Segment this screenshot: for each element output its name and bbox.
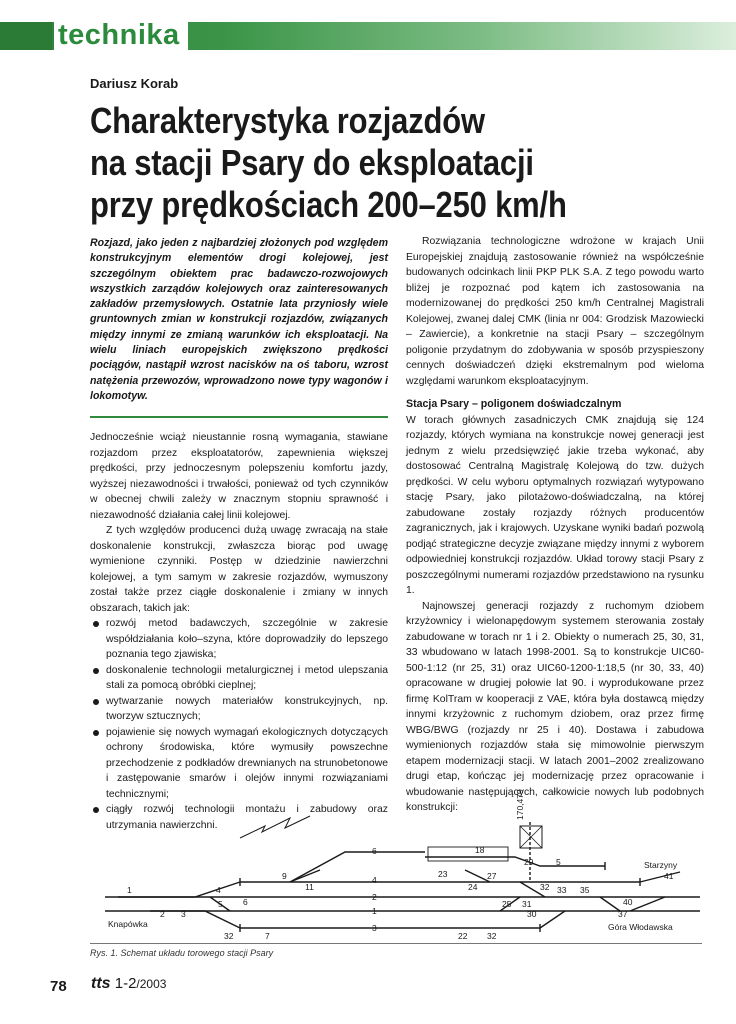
crossover-right-3: [540, 911, 565, 928]
section-subheading: Stacja Psary – poligonem doświadczalnym: [406, 398, 622, 410]
switch-number: 18: [475, 845, 485, 855]
switch-number: 4: [216, 885, 221, 895]
track-number-3: 3: [372, 923, 377, 933]
switch-number: 3: [181, 909, 186, 919]
switch-number: 32: [540, 882, 550, 892]
list-item: wytwarzanie nowych materiałów konstrukcyjnych, np. tworzyw sztucznych;: [90, 694, 388, 725]
switch-number: 32: [224, 931, 234, 941]
track-number-1: 1: [372, 906, 377, 916]
track-number-2: 2: [372, 892, 377, 902]
left-paragraph-2: Z tych względów producenci dużą uwagę zwracają na stałe doskonalenie konstrukcji, zwłaszcza biorąc pod uwagę wymienione czynniki. Postęp w dziedzinie nawierzchni kolejowej, a tym samym w zakresie rozjazdów, wymuszony został także przez ciągłe doskonalenie i zmiany w innych obszarach, takich jak:: [90, 525, 388, 614]
switch-number: 9: [282, 871, 287, 881]
figure-caption: Rys. 1. Schemat układu torowego stacji Psary: [90, 948, 274, 958]
place-starzyny: Starzyny: [644, 860, 678, 870]
left-paragraph-1: Jednocześnie wciąż nieustannie rosną wymagania, stawiane rozjazdom przez eksploatatorów, zapewnienia większej prędkości, przy jednoczesnym polepszeniu komfortu jazdy, wyższej niezawodności i trwałości, ponieważ od tych czynników w obecnej chwili zależy w znacznym stopniu sprawność i niezawodność działania całej linii kolejowej.: [90, 432, 388, 521]
list-item: pojawienie się nowych wymagań ekologicznych dotyczących ochrony środowiska, które wymusiły powszechne przechodzenie z podkładów drewnianych na strunobetonowe i zastępowanie smarów i olejów innymi rozwiązaniami technicznymi;: [90, 725, 388, 803]
right-paragraph-3: Najnowszej generacji rozjazdy z ruchomym dziobem krzyżownicy i wielonapędowym systemem sterowania zostały zabudowane w torach nr 1 i 2. Obiekty o numerach 25, 30, 31, 33 wbudowano w latach 1998-2001. Są to konstrukcje UIC60-500-1:12 (nr 25, 31) oraz UIC60-1200-1:18,5 (nr 30, 33, 40) opracowane w drugiej połowie lat 90. i wyprodukowane przez firmę KolTram w kooperacji z VAE, która była dostawcą między innymi krzyżownic z ruchomym dziobem, oraz przez firmę WBG/BWG (rozjazdy nr 25 i 40). Dostawa i zabudowa wymienionych rozjazdów stała się mimowolnie pierwszym etapem modernizacji stacji. W latach 2001–2002 zrealizowano drugi etap, kończąc jej modernizację przez opracowanie i wbudowanie następujących, całkowicie nowych lub podobnych konstrukcji:: [406, 600, 704, 813]
article-lead: Rozjazd, jako jeden z najbardziej złożonych pod względem konstrukcyjnym elementów drogi kolejowej, jest szczególnym obiektem prac badawczo-rozwojowych wszystkich zarządów kolejowych oraz zainteresowanych zakładów przemysłowych. Ostatnie lata przyniosły wiele gruntownych zmian w konstrukcji rozjazdów, związanych między innymi ze zmianą warunków ich eksploatacji. Na wielu liniach europejskich zwiększono prędkości pociągów, nastąpił wzrost nacisków na oś taboru, wzrost natężenia przewozów, wprowadzono nowe typy wagonów i lokomotyw.: [90, 237, 388, 402]
connection-40: [630, 897, 665, 911]
place-knapowka: Knapówka: [108, 919, 148, 929]
right-paragraph-2: W torach głównych zasadniczych CMK znajdują się 124 rozjazdy, których wymiana na konstrukcje nowej generacji jest jednym z wielu przedsięwzięć jakie trzeba wykonać, aby dostosować Centralną Magistralę Kolejową do tzw. dużych prędkości. W celu wyboru optymalnych rozwiązań wytypowano stację Psary, jako pilotażowo-doświadczalną, na której zabudowane zostały rozjazdy różnych producentów zagranicznych, jak i krajowych. Uzyskane wyniki badań pozwolą podjąć strategiczne decyzje związane między innymi z wyborem odpowiedniej konstrukcji rozjazdów. Układ torowy stacji Psary z poszczególnymi numerami rozjazdów przedstawiono na rysunku 1.: [406, 414, 704, 596]
switch-number: 37: [618, 909, 628, 919]
switch-number: 1: [127, 885, 132, 895]
switch-number: 30: [527, 909, 537, 919]
switch-number: 22: [458, 931, 468, 941]
section-title: technika: [54, 16, 188, 54]
article-author: Dariusz Korab: [90, 76, 179, 91]
switch-number: 40: [623, 897, 633, 907]
switch-number: 7: [265, 931, 270, 941]
switch-number: 41: [664, 871, 674, 881]
right-paragraph-1: Rozwiązania technologiczne wdrożone w krajach Unii Europejskiej znajdują zastosowanie również na współcześnie budowanych odcinkach linii PKP PLK S.A. Z tego powodu warto bliżej je rozpoznać pod kątem ich zastosowania na modernizowanej do prędkości 250 km/h Centralnej Magistrali Kolejowej, zwanej dalej CMK (linia nr 004: Grodzisk Mazowiecki – Zawiercie), a konkretnie na stacji Psary – szczególnym poligonie przydatnym do zdobywania w sposób przyspieszony cennych doświadczeń dzięki ekstremalnym pod wieloma względami warunkom eksploatacyjnym.: [406, 236, 704, 387]
title-line-2: na stacji Psary do eksploatacji: [90, 142, 534, 183]
switch-number: 24: [468, 882, 478, 892]
catenary-symbol-icon: [240, 816, 310, 838]
diagram-labels: [108, 789, 678, 941]
switch-number: 25: [502, 899, 512, 909]
track-lines: [105, 816, 700, 932]
list-item: rozwój metod badawczych, szczególnie w zakresie współdziałania koło–szyna, które doprowadziły do lepszego poznania tego zjawiska;: [90, 616, 388, 663]
switch-number: 35: [580, 885, 590, 895]
figure-divider: [90, 943, 702, 944]
track-18-siding: [425, 857, 605, 866]
title-line-3: przy prędkościach 200–250 km/h: [90, 184, 567, 225]
track-to-starzyny: [640, 872, 680, 882]
track-number-4: 4: [372, 875, 377, 885]
switch-number: 32: [487, 931, 497, 941]
page-number: 78: [50, 978, 67, 995]
km-label: 170,479: [515, 789, 525, 820]
list-item: doskonalenie technologii metalurgicznej i metod ulepszania stali za pomocą obróbki cieplnej;: [90, 663, 388, 694]
switch-number: 2: [160, 909, 165, 919]
connection-left-top: [118, 882, 240, 897]
magazine-issue: [91, 975, 166, 993]
track-number-6: 6: [372, 846, 377, 856]
crossover-right-4: [600, 897, 620, 911]
track-6: [290, 852, 425, 882]
list-item: ciągły rozwój technologii montażu i zabudowy oraz utrzymania nawierzchni.: [90, 802, 388, 833]
issue-number: 1-2: [114, 975, 137, 992]
issue-year: /2003: [136, 977, 167, 991]
title-line-1: Charakterystyka rozjazdów: [90, 100, 485, 141]
platform-outline: [428, 847, 508, 861]
switch-number: 29: [524, 857, 534, 867]
switch-number: 6: [243, 897, 248, 907]
place-gora-wlodawska: Góra Włodawska: [608, 922, 673, 932]
switch-number: 5: [556, 857, 561, 867]
connection-9: [290, 870, 320, 882]
switch-number: 11: [305, 882, 314, 892]
switch-number: 5: [218, 899, 223, 909]
magazine-logo: tts: [91, 975, 111, 992]
switch-number: 23: [438, 869, 448, 879]
switch-number: 31: [522, 899, 532, 909]
switch-number: 27: [487, 871, 497, 881]
switch-number: 33: [557, 885, 567, 895]
